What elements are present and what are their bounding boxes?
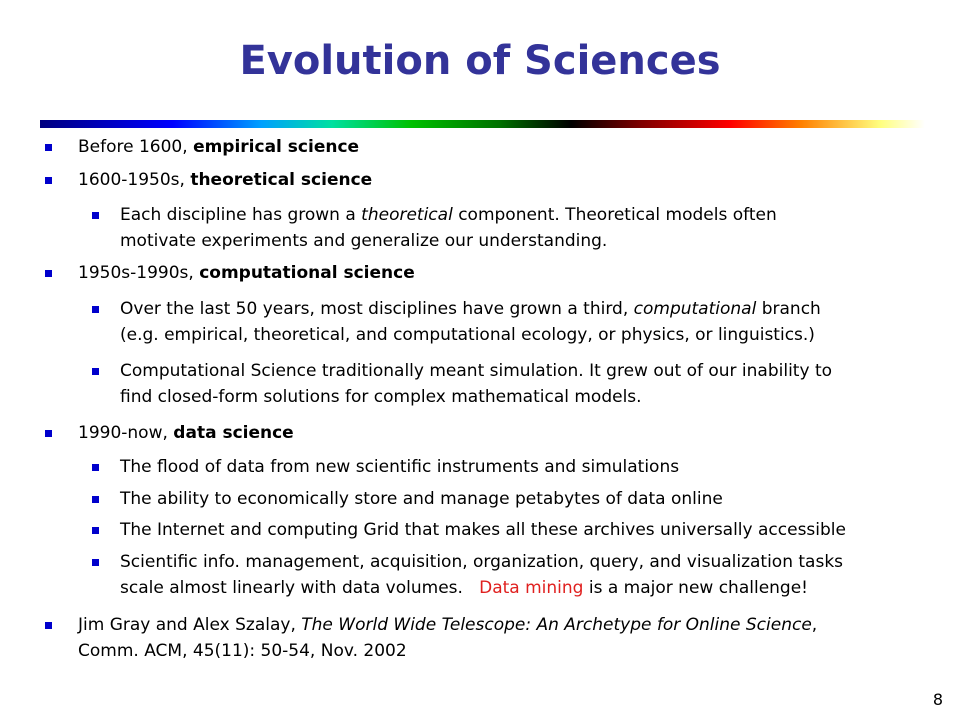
square-bullet-icon <box>45 144 52 151</box>
square-bullet-icon <box>45 622 52 629</box>
square-bullet-icon <box>92 212 99 219</box>
sub-list-item: The ability to economically store and manage petabytes of data online <box>120 486 723 512</box>
list-item: 1950s-1990s, computational science <box>78 260 415 286</box>
square-bullet-icon <box>92 559 99 566</box>
square-bullet-icon <box>92 306 99 313</box>
sub-list-item: Scientific info. management, acquisition, organization, query, and visualization tasks scale almost linearly with data volumes. Data mining is a major new challenge! <box>120 549 843 601</box>
square-bullet-icon <box>45 177 52 184</box>
gradient-divider <box>40 120 925 128</box>
sub-list-item: Computational Science traditionally meant simulation. It grew out of our inability to find closed-form solutions for complex mathematical models. <box>120 358 832 410</box>
list-item: Before 1600, empirical science <box>78 134 359 160</box>
sub-list-item: The flood of data from new scientific instruments and simulations <box>120 454 679 480</box>
square-bullet-icon <box>92 496 99 503</box>
square-bullet-icon <box>45 430 52 437</box>
square-bullet-icon <box>45 270 52 277</box>
square-bullet-icon <box>92 464 99 471</box>
square-bullet-icon <box>92 368 99 375</box>
slide-title: Evolution of Sciences <box>239 38 721 84</box>
page-number: 8 <box>932 690 943 709</box>
data-mining-highlight: Data mining <box>479 578 584 598</box>
sub-list-item: Over the last 50 years, most disciplines have grown a third, computational branch (e.g. empirical, theoretical, and computational ecology, or physics, or linguistics.) <box>120 296 821 348</box>
list-item: 1600-1950s, theoretical science <box>78 167 372 193</box>
bullet-list <box>0 130 960 690</box>
square-bullet-icon <box>92 527 99 534</box>
list-item: 1990-now, data science <box>78 420 294 446</box>
sub-list-item: The Internet and computing Grid that makes all these archives universally accessible <box>120 517 846 543</box>
sub-list-item: Each discipline has grown a theoretical component. Theoretical models often motivate experiments and generalize our understanding. <box>120 202 777 254</box>
citation-item: Jim Gray and Alex Szalay, The World Wide Telescope: An Archetype for Online Science, Comm. ACM, 45(11): 50-54, Nov. 2002 <box>78 612 817 664</box>
